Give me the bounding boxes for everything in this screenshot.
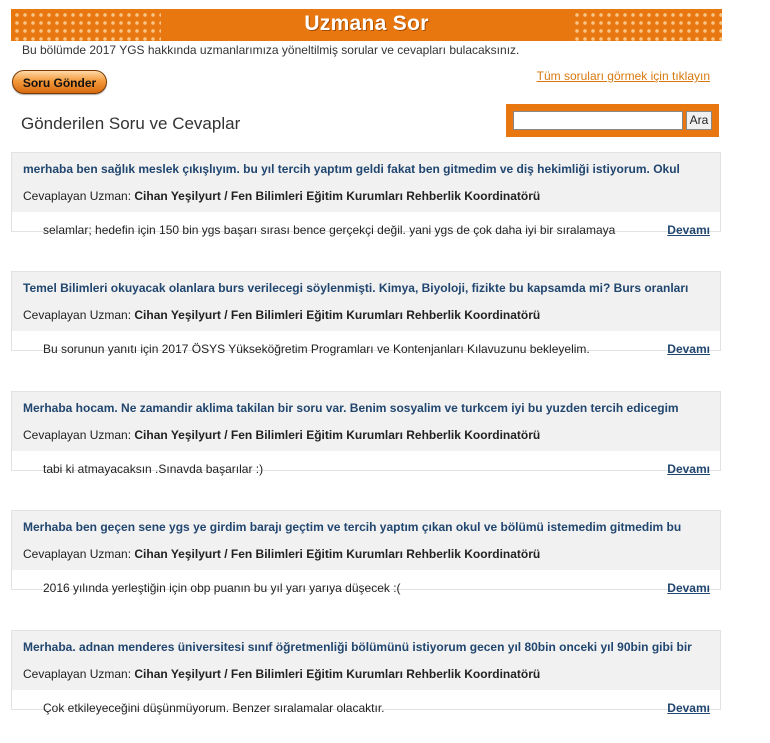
expert-prefix: Cevaplayan Uzman: <box>23 667 135 681</box>
expert-name: Cihan Yeşilyurt / Fen Bilimleri Eğitim Kurumları Rehberlik Koordinatörü <box>134 547 541 561</box>
expert-prefix: Cevaplayan Uzman: <box>23 308 135 322</box>
expert-name: Cihan Yeşilyurt / Fen Bilimleri Eğitim Kurumları Rehberlik Koordinatörü <box>134 667 541 681</box>
qa-answer: selamlar; hedefin için 150 bin ygs başarı sırası bence gerçekçi değil. yani ygs de çok daha iyi bir sıralamaya <box>43 223 616 237</box>
qa-question-link[interactable]: Merhaba ben geçen sene ygs ye girdim barajı geçtim ve tercih yaptım çıkan okul ve bölümü istemedim gitmedim bu <box>23 520 682 534</box>
qa-answer: Bu sorunun yanıtı için 2017 ÖSYS Yükseköğretim Programları ve Kontenjanları Kılavuzunu bekleyelim. <box>43 342 590 356</box>
qa-header <box>12 272 720 331</box>
qa-item <box>11 271 721 356</box>
expert-prefix: Cevaplayan Uzman: <box>23 547 135 561</box>
qa-item <box>11 630 721 715</box>
qa-question-link[interactable]: Temel Bilimleri okuyacak olanlara burs verilecegi söylenmişti. Kimya, Biyoloji, fizikte bu kapsamda mi? Burs oranları <box>23 281 689 295</box>
intro-text: Bu bölümde 2017 YGS hakkında uzmanlarımıza yöneltilmiş sorular ve cevapları bulacaksınız. <box>22 43 520 57</box>
all-questions-link[interactable]: Tüm soruları görmek için tıklayın <box>536 69 710 83</box>
expert-name: Cihan Yeşilyurt / Fen Bilimleri Eğitim Kurumları Rehberlik Koordinatörü <box>134 189 541 203</box>
qa-header <box>12 631 720 690</box>
qa-answer: Çok etkileyeceğini düşünmüyorum. Benzer sıralamalar olacaktır. <box>43 701 385 715</box>
send-question-button[interactable]: Soru Gönder <box>12 70 107 94</box>
section-title: Gönderilen Soru ve Cevaplar <box>21 114 241 133</box>
more-link[interactable]: Devamı <box>667 223 710 237</box>
qa-question-link[interactable]: Merhaba hocam. Ne zamandir aklima takilan bir soru var. Benim sosyalim ve turkcem iyi bu yuzden tercih edicegim <box>23 401 679 415</box>
qa-question-link[interactable]: Merhaba. adnan menderes üniversitesi sınıf öğretmenliği bölümünü istiyorum gecen yıl 80bin onceki yıl 90bin gibi bir <box>23 640 692 654</box>
qa-expert <box>23 667 540 681</box>
search-input[interactable] <box>513 111 683 130</box>
qa-item <box>11 391 721 476</box>
expert-name: Cihan Yeşilyurt / Fen Bilimleri Eğitim Kurumları Rehberlik Koordinatörü <box>134 428 541 442</box>
qa-expert <box>23 547 540 561</box>
qa-answer: tabi ki atmayacaksın .Sınavda başarılar :) <box>43 462 264 476</box>
qa-expert <box>23 189 540 203</box>
search-box <box>506 104 719 137</box>
qa-header <box>12 153 720 212</box>
qa-header <box>12 392 720 451</box>
qa-expert <box>23 428 540 442</box>
more-link[interactable]: Devamı <box>667 701 710 715</box>
expert-prefix: Cevaplayan Uzman: <box>23 189 135 203</box>
qa-item <box>11 152 721 237</box>
qa-expert <box>23 308 540 322</box>
search-button[interactable]: Ara <box>686 111 712 130</box>
expert-prefix: Cevaplayan Uzman: <box>23 428 135 442</box>
more-link[interactable]: Devamı <box>667 462 710 476</box>
expert-name: Cihan Yeşilyurt / Fen Bilimleri Eğitim Kurumları Rehberlik Koordinatörü <box>134 308 541 322</box>
qa-header <box>12 511 720 570</box>
qa-question-link[interactable]: merhaba ben sağlık meslek çıkışlıyım. bu yıl tercih yaptım geldi fakat ben gitmedim ve diş hekimliği istiyorum. Okul <box>23 162 680 176</box>
more-link[interactable]: Devamı <box>667 342 710 356</box>
qa-item <box>11 510 721 595</box>
page-title: Uzmana Sor <box>304 12 429 35</box>
more-link[interactable]: Devamı <box>667 581 710 595</box>
qa-answer: 2016 yılında yerleştiğin için obp puanın bu yıl yarı yarıya düşecek :( <box>43 581 401 595</box>
header-banner <box>11 9 722 41</box>
